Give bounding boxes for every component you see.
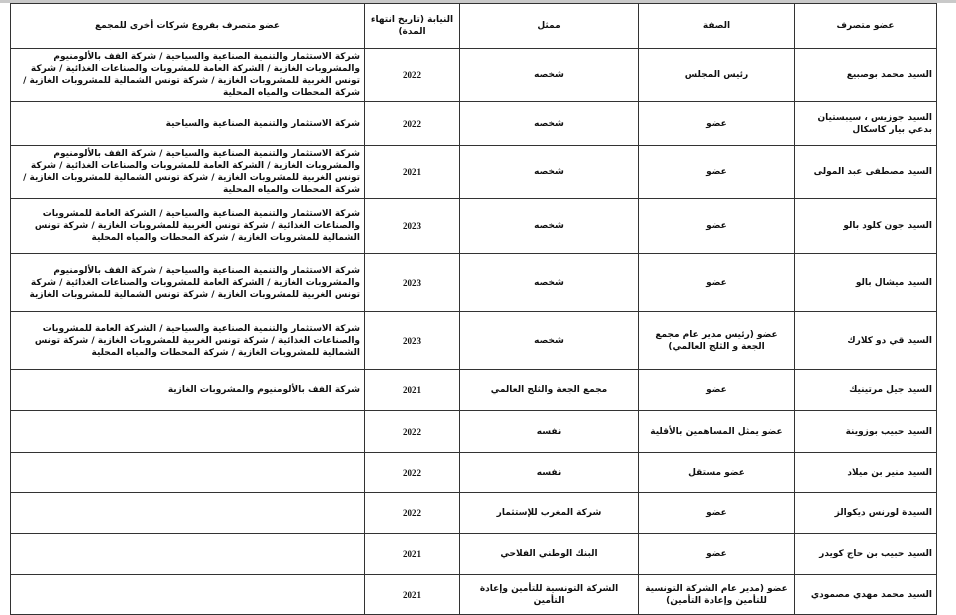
member-term-year: 2022 [365,453,460,493]
table-row [11,534,937,575]
member-other-boards: شركة الاستثمار والتنمية الصناعية والسياحية / الشركة العامة للمشروبات والصناعات الغذائية / شركة تونس الغربية للمشروبات الغازية / شركة تونس الشمالية للمشروبات الغازية / شركة المحطات والمياه المحلية [11,199,365,254]
member-term-year: 2021 [365,534,460,575]
member-representative: الشركة التونسية للتأمين وإعادة التأمين [460,575,639,615]
member-role: عضو [639,199,795,254]
member-role: عضو [639,493,795,534]
header-term: النيابة (تاريخ انتهاء المدة) [365,4,460,49]
member-name: السيد مصطفى عبد المولى [795,146,937,199]
member-term-year: 2023 [365,312,460,370]
member-representative: البنك الوطني الفلاحي [460,534,639,575]
member-term-year: 2022 [365,411,460,453]
member-role: عضو [639,534,795,575]
table-row [11,370,937,411]
table-row [11,312,937,370]
member-name: السيدة لورنس ديكوالز [795,493,937,534]
member-name: السيد محمد بوصبيع [795,49,937,102]
member-name: السيد حبيب بن حاج كويدر [795,534,937,575]
member-name: السيد قي دو كلارك [795,312,937,370]
member-term-year: 2023 [365,199,460,254]
member-name: السيد جون كلود بالو [795,199,937,254]
member-role: عضو يمثل المساهمين بالأقلية [639,411,795,453]
member-name: السيد ميشال بالو [795,254,937,312]
table-header-row [11,4,937,49]
member-other-boards: شركة الاستثمار والتنمية الصناعية والسياحية [11,102,365,146]
header-representative: ممثل [460,4,639,49]
member-other-boards: شركة الاستثمار والتنمية الصناعية والسياحية / الشركة العامة للمشروبات والصناعات الغذائية / شركة تونس الغربية للمشروبات الغازية / شركة تونس الشمالية للمشروبات الغازية / شركة المحطات والمياه المحلية [11,312,365,370]
member-representative: شخصه [460,254,639,312]
member-representative: شخصه [460,102,639,146]
board-members-table [10,3,937,615]
table-row [11,49,937,102]
table-row [11,254,937,312]
member-name: السيد منير بن ميلاد [795,453,937,493]
member-other-boards: شركة الفف بالألومنيوم والمشروبات الغازية [11,370,365,411]
member-other-boards [11,493,365,534]
member-other-boards: شركة الاستثمار والتنمية الصناعية والسياحية / شركة الفف بالألومنيوم والمشروبات الغازية / الشركة العامة للمشروبات والصناعات الغذائية / شركة تونس الغربية للمشروبات الغازية / شركة تونس الشمالية للمشروبات الغازية / شركة المحطات والمياه المحلية [11,49,365,102]
member-role: عضو [639,146,795,199]
member-representative: شخصه [460,312,639,370]
table-row [11,146,937,199]
table-row [11,575,937,615]
member-other-boards: شركة الاستثمار والتنمية الصناعية والسياحية / شركة الفف بالألومنيوم والمشروبات الغازية / الشركة العامة للمشروبات والصناعات الغذائية / شركة تونس الغربية للمشروبات الغازية / شركة تونس الشمالية للمشروبات الغازية / شركة المحطات والمياه المحلية [11,146,365,199]
member-role: عضو [639,370,795,411]
member-role: رئيس المجلس [639,49,795,102]
member-term-year: 2022 [365,102,460,146]
header-member: عضو متصرف [795,4,937,49]
header-other-boards: عضو متصرف بفروع شركات أخرى للمجمع [11,4,365,49]
table-row [11,199,937,254]
member-term-year: 2021 [365,370,460,411]
member-other-boards: شركة الاستثمار والتنمية الصناعية والسياحية / شركة الفف بالألومنيوم والمشروبات الغازية / الشركة العامة للمشروبات والصناعات الغذائية / شركة تونس الغربية للمشروبات الغازية / شركة تونس الشمالية للمشروبات الغازية [11,254,365,312]
member-other-boards [11,534,365,575]
member-representative: شخصه [460,49,639,102]
member-term-year: 2022 [365,49,460,102]
table-row [11,102,937,146]
member-role: عضو (رئيس مدير عام مجمع الجعة و الثلج العالمي) [639,312,795,370]
member-role: عضو [639,254,795,312]
member-term-year: 2022 [365,493,460,534]
member-role: عضو (مدير عام الشركة التونسية للتأمين وإعادة التأمين) [639,575,795,615]
member-representative: نفسه [460,411,639,453]
member-role: عضو [639,102,795,146]
member-name: السيد محمد مهدي مصمودي [795,575,937,615]
member-name: السيد حبيب بوزوينة [795,411,937,453]
member-other-boards [11,411,365,453]
member-representative: مجمع الجعة والثلج العالمي [460,370,639,411]
member-term-year: 2021 [365,146,460,199]
table-row [11,493,937,534]
member-other-boards [11,575,365,615]
header-role: الصفة [639,4,795,49]
member-representative: نفسه [460,453,639,493]
table-row [11,453,937,493]
member-representative: شركة المغرب للإستثمار [460,493,639,534]
member-name: السيد جوزيس ، سيبستيان بدعي بيار كاسكال [795,102,937,146]
member-representative: شخصه [460,199,639,254]
member-representative: شخصه [460,146,639,199]
member-role: عضو مستقل [639,453,795,493]
member-term-year: 2023 [365,254,460,312]
table-row [11,411,937,453]
member-other-boards [11,453,365,493]
member-name: السيد جيل مرتينيك [795,370,937,411]
member-term-year: 2021 [365,575,460,615]
